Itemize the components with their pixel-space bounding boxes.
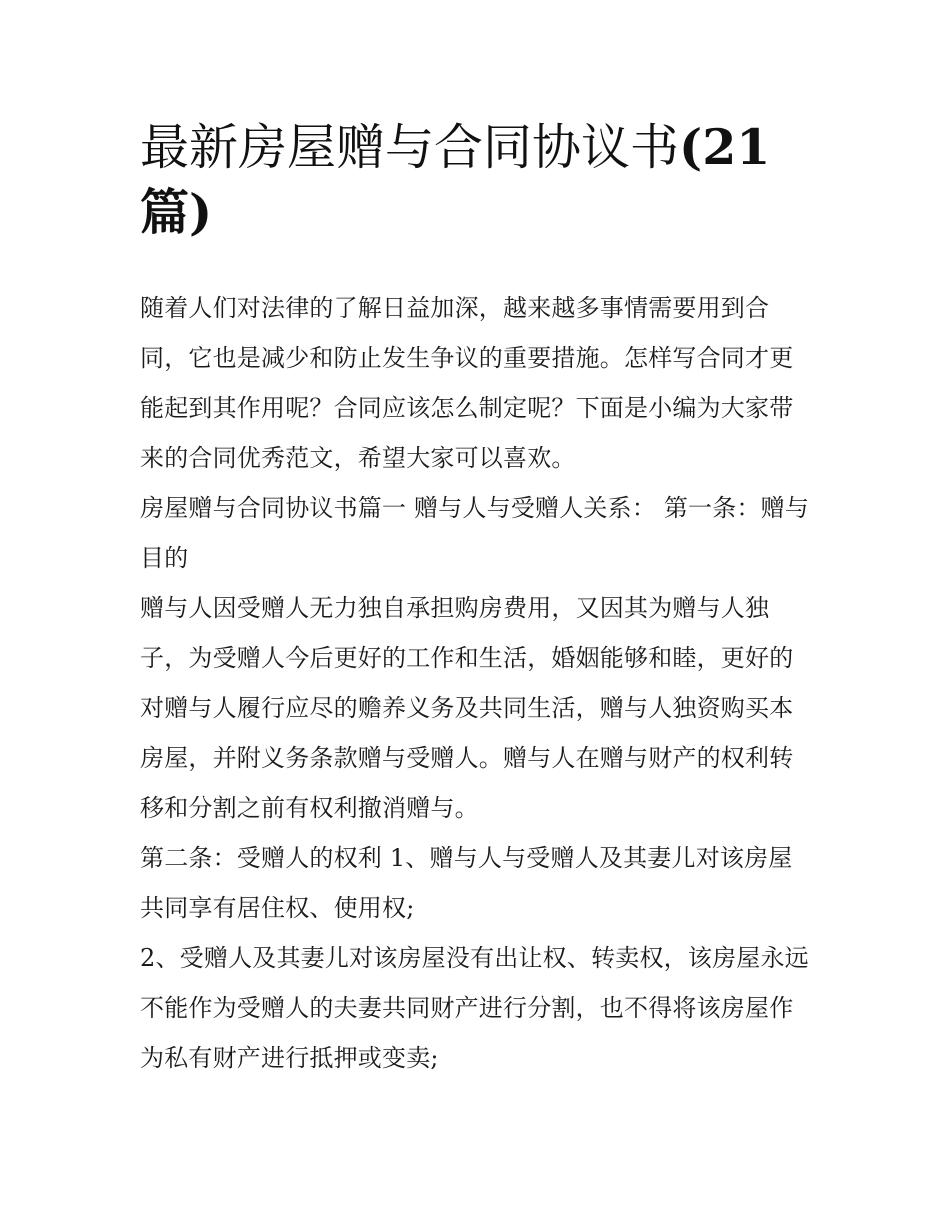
- document-body: [140, 283, 812, 1083]
- document-content: [140, 115, 812, 1083]
- document-title: [140, 115, 812, 245]
- document-title-count: (21篇): [140, 118, 771, 241]
- article-two-paragraph: 第二条：受赠人的权利 1、赠与人与受赠人及其妻儿对该房屋共同享有居住权、使用权;: [140, 844, 793, 922]
- intro-paragraph: 随着人们对法律的了解日益加深，越来越多事情需要用到合同，它也是减少和防止发生争议的重要措施。怎样写合同才更能起到其作用呢？合同应该怎么制定呢？下面是小编为大家带来的合同优秀范文，希望大家可以喜欢。: [140, 294, 794, 472]
- document-title-main: 最新房屋赠与合同协议书: [140, 119, 680, 176]
- article-one-paragraph: 赠与人因受赠人无力独自承担购房费用，又因其为赠与人独子，为受赠人今后更好的工作和生活，婚姻能够和睦，更好的对赠与人履行应尽的赡养义务及共同生活，赠与人独资购买本房屋，并附义务条款赠与受赠人。赠与人在赠与财产的权利转移和分割之前有权利撤消赠与。: [140, 594, 794, 822]
- section-heading-paragraph: 房屋赠与合同协议书篇一 赠与人与受赠人关系： 第一条：赠与目的: [140, 494, 810, 572]
- article-two-item-two-paragraph: 2、受赠人及其妻儿对该房屋没有出让权、转卖权，该房屋永远不能作为受赠人的夫妻共同财产进行分割，也不得将该房屋作为私有财产进行抵押或变卖;: [140, 944, 809, 1072]
